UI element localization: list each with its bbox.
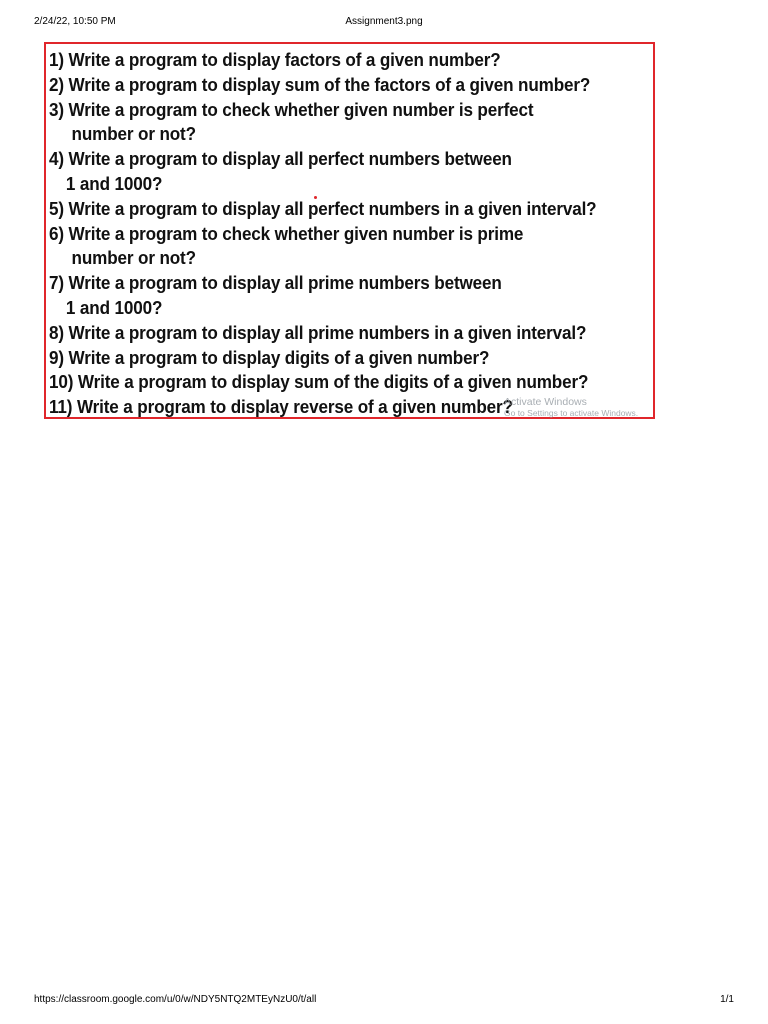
question-line: 3) Write a program to check whether given number is perfect xyxy=(49,99,534,120)
question-line-continuation: number or not? xyxy=(71,124,196,145)
question-line: 11) Write a program to display reverse of a given number? xyxy=(49,397,513,418)
watermark-title: Activate Windows xyxy=(504,396,587,408)
question-list xyxy=(49,48,655,419)
question-line: 1) Write a program to display factors of a given number? xyxy=(49,50,501,70)
question-line: 2) Write a program to display sum of the factors of a given number? xyxy=(49,74,591,95)
question-line: 7) Write a program to display all prime numbers between xyxy=(49,273,502,294)
watermark-subtitle: Go to Settings to activate Windows. xyxy=(504,408,639,418)
print-header-title: Assignment3.png xyxy=(345,16,423,27)
question-line: 9) Write a program to display digits of a given number? xyxy=(49,347,490,368)
question-line: 5) Write a program to display all perfect numbers in a given interval? xyxy=(49,198,597,219)
stray-mark xyxy=(314,196,317,199)
question-line-continuation: 1 and 1000? xyxy=(65,173,163,194)
question-line: 6) Write a program to check whether given number is prime xyxy=(49,223,524,244)
question-line: 10) Write a program to display sum of the digits of a given number? xyxy=(49,372,589,393)
question-line: 8) Write a program to display all prime numbers in a given interval? xyxy=(49,322,587,343)
question-line-continuation: number or not? xyxy=(71,248,196,269)
print-header-datetime: 2/24/22, 10:50 PM xyxy=(34,16,116,27)
question-line-continuation: 1 and 1000? xyxy=(65,297,163,318)
assignment-image xyxy=(44,42,655,419)
print-footer-page-count: 1/1 xyxy=(720,994,734,1005)
question-line: 4) Write a program to display all perfect numbers between xyxy=(49,149,512,170)
print-footer-url: https://classroom.google.com/u/0/w/NDY5NTQ2MTEyNzU0/t/all xyxy=(34,994,317,1005)
